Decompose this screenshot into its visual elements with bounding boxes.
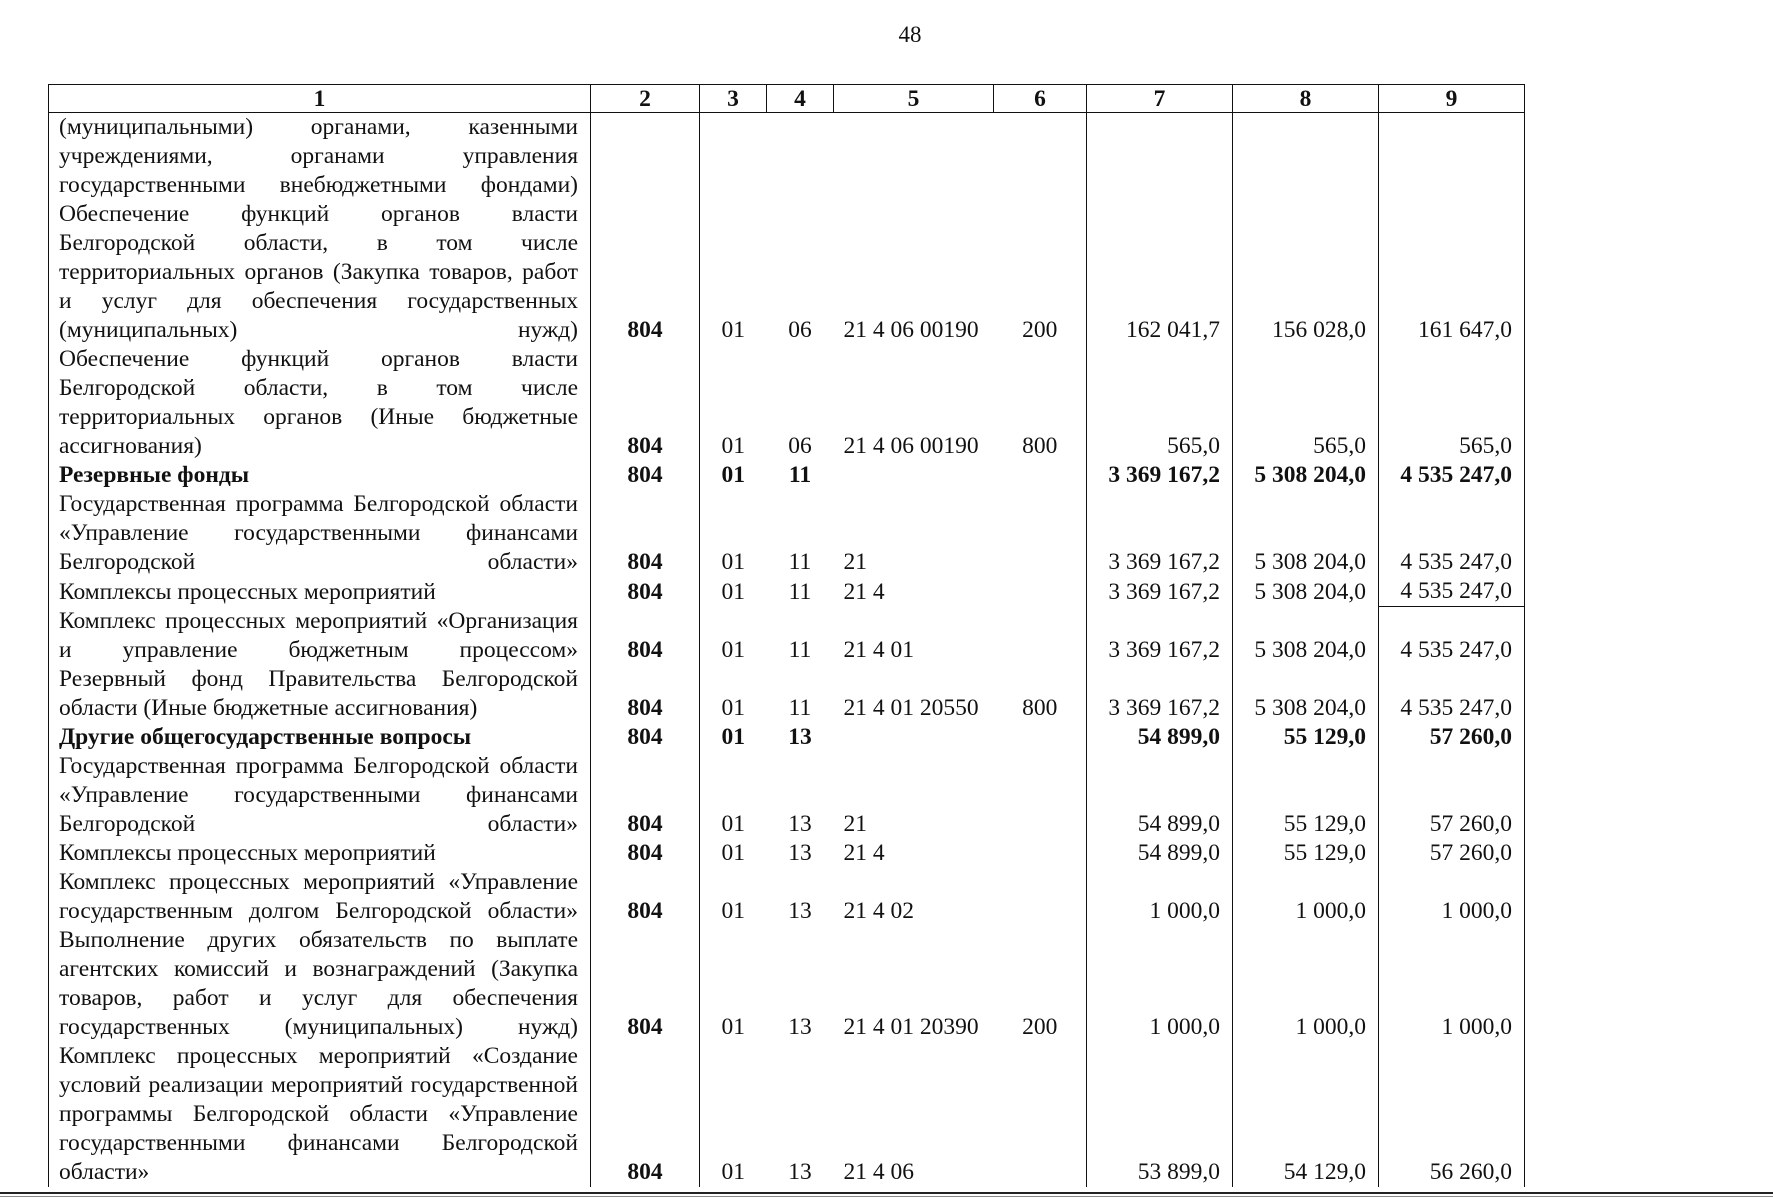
- row-col-6: 200: [1022, 1013, 1058, 1040]
- row-col-2: 804: [591, 461, 700, 490]
- row-col-7: 3 369 167,2: [1087, 607, 1233, 665]
- table-row: [49, 577, 1525, 607]
- row-description: Комплекс процессных мероприятий «Создание условий реализации мероприятий государственной программы Белгородской области «Управление государственными финансами Белгородской области»: [49, 1042, 591, 1187]
- row-description: Выполнение других обязательств по выплате агентских комиссий и вознаграждений (Закупка товаров, работ и услуг для обеспечения государственных (муниципальных) нужд): [49, 926, 591, 1042]
- row-col-8: 55 129,0: [1233, 839, 1379, 868]
- row-description: Комплексы процессных мероприятий: [49, 839, 591, 868]
- row-col-6: [994, 113, 1087, 201]
- table-row: [49, 490, 1525, 577]
- row-col-2: 804: [591, 926, 700, 1042]
- row-description: Обеспечение функций органов власти Белгородской области, в том числе территориальных органов (Иные бюджетные ассигнования): [49, 345, 591, 461]
- col-header-8: 8: [1233, 85, 1379, 113]
- table-row: [49, 345, 1525, 461]
- row-col-3: 01: [721, 549, 745, 575]
- row-col-4: 11: [788, 636, 812, 663]
- row-col-6: [994, 1042, 1087, 1187]
- row-col-7: 3 369 167,2: [1087, 665, 1233, 723]
- row-col-8: 1 000,0: [1233, 868, 1379, 926]
- table-body: [49, 113, 1525, 1187]
- row-col-5: 21 4 01 20390: [843, 1013, 979, 1040]
- row-description: (муниципальными) органами, казенными учреждениями, органами управления государственными внебюджетными фондами): [49, 113, 591, 201]
- row-col-4: 06: [788, 317, 812, 343]
- row-col-5: [834, 461, 994, 490]
- table-row: [49, 1042, 1525, 1187]
- table-header: [49, 85, 1525, 113]
- row-col-8: 55 129,0: [1233, 752, 1379, 839]
- row-col-5: [834, 113, 994, 201]
- row-col-9: 1 000,0: [1379, 868, 1525, 926]
- row-description: Обеспечение функций органов власти Белгородской области, в том числе территориальных органов (Закупка товаров, работ и услуг для обеспечения государственных (муниципальных) нужд): [49, 200, 591, 345]
- row-col-9: [1379, 113, 1525, 201]
- row-col-5: 21: [843, 810, 867, 837]
- row-col-8: 5 308 204,0: [1233, 577, 1379, 607]
- row-col-6: [994, 839, 1087, 868]
- row-col-7: 162 041,7: [1087, 200, 1233, 345]
- row-col-9: 57 260,0: [1379, 723, 1525, 752]
- table-row: [49, 607, 1525, 665]
- row-description: Другие общегосударственные вопросы: [49, 723, 591, 752]
- row-col-6: 200: [1022, 317, 1058, 343]
- row-col-5: 21 4 06 00190: [843, 433, 979, 459]
- bottom-border-line: [0, 1192, 1773, 1194]
- row-col-9: 4 535 247,0: [1379, 665, 1525, 723]
- row-col-6: [994, 490, 1087, 577]
- table-row: [49, 839, 1525, 868]
- row-col-8: 565,0: [1233, 345, 1379, 461]
- row-col-4: 13: [788, 723, 812, 750]
- row-col-4: 06: [788, 433, 812, 459]
- row-col-6: [994, 868, 1087, 926]
- row-col-3: 01: [721, 433, 745, 459]
- row-description: Государственная программа Белгородской области «Управление государственными финансами Белгородской области»: [49, 752, 591, 839]
- row-col-3: 01: [721, 810, 745, 837]
- row-col-4: 13: [788, 1158, 812, 1185]
- row-col-7: 565,0: [1087, 345, 1233, 461]
- row-col-2: 804: [591, 868, 700, 926]
- row-col-7: 53 899,0: [1087, 1042, 1233, 1187]
- row-col-7: 3 369 167,2: [1087, 461, 1233, 490]
- row-col-4: 11: [788, 694, 812, 721]
- table-row: [49, 113, 1525, 201]
- row-col-8: 54 129,0: [1233, 1042, 1379, 1187]
- row-col-4: 11: [788, 549, 812, 575]
- col-header-2: 2: [591, 85, 700, 113]
- row-description: Резервный фонд Правительства Белгородской области (Иные бюджетные ассигнования): [49, 665, 591, 723]
- col-header-3: 3: [700, 85, 767, 113]
- row-col-8: 5 308 204,0: [1233, 607, 1379, 665]
- row-col-8: [1233, 113, 1379, 201]
- row-col-3: [700, 113, 767, 201]
- row-col-3: 01: [721, 636, 745, 663]
- row-col-2: [591, 113, 700, 201]
- row-col-5: 21: [843, 549, 867, 575]
- row-col-4: 11: [788, 462, 812, 488]
- row-col-4: 11: [788, 578, 812, 605]
- col-header-9: 9: [1379, 85, 1525, 113]
- row-col-9: 4 535 247,0: [1379, 577, 1525, 607]
- col-header-6: 6: [994, 85, 1087, 113]
- budget-table: [48, 84, 1525, 1187]
- row-col-2: 804: [591, 839, 700, 868]
- row-col-4: [767, 113, 834, 201]
- row-col-2: 804: [591, 752, 700, 839]
- row-col-3: 01: [721, 1013, 745, 1040]
- row-col-3: 01: [721, 839, 745, 866]
- row-description: Комплексы процессных мероприятий: [49, 577, 591, 607]
- row-col-8: 5 308 204,0: [1233, 461, 1379, 490]
- row-col-6: [994, 577, 1087, 607]
- table-row: [49, 461, 1525, 490]
- row-col-7: 54 899,0: [1087, 752, 1233, 839]
- row-col-4: 13: [788, 839, 812, 866]
- row-col-2: 804: [591, 723, 700, 752]
- row-col-5: 21 4: [843, 578, 885, 605]
- row-col-3: 01: [721, 317, 745, 343]
- row-col-9: 565,0: [1379, 345, 1525, 461]
- row-col-7: 3 369 167,2: [1087, 490, 1233, 577]
- table-row: [49, 200, 1525, 345]
- row-col-5: 21 4 02: [843, 897, 914, 924]
- row-col-7: 1 000,0: [1087, 926, 1233, 1042]
- row-col-6: [994, 607, 1087, 665]
- row-col-6: [994, 752, 1087, 839]
- row-col-3: 01: [721, 578, 745, 605]
- table-row: [49, 752, 1525, 839]
- bottom-border-line-secondary: [0, 1196, 1773, 1197]
- row-col-5: 21 4 01: [843, 636, 914, 663]
- row-col-3: 01: [721, 694, 745, 721]
- row-col-3: 01: [721, 897, 745, 924]
- row-description: Комплекс процессных мероприятий «Организация и управление бюджетным процессом»: [49, 607, 591, 665]
- col-header-7: 7: [1087, 85, 1233, 113]
- row-col-3: 01: [721, 1158, 745, 1185]
- row-col-3: 01: [721, 723, 745, 750]
- row-col-9: 4 535 247,0: [1379, 461, 1525, 490]
- row-col-9: 56 260,0: [1379, 1042, 1525, 1187]
- row-col-6: 800: [1022, 433, 1058, 459]
- row-col-9: 57 260,0: [1379, 752, 1525, 839]
- row-col-8: 1 000,0: [1233, 926, 1379, 1042]
- row-col-7: 3 369 167,2: [1087, 577, 1233, 607]
- row-col-2: 804: [591, 577, 700, 607]
- row-description: Резервные фонды: [49, 461, 591, 490]
- row-col-9: 161 647,0: [1379, 200, 1525, 345]
- row-col-2: 804: [591, 200, 700, 345]
- row-col-3: 01: [721, 462, 745, 488]
- col-header-4: 4: [767, 85, 834, 113]
- page-number: 48: [898, 22, 922, 47]
- row-col-7: 1 000,0: [1087, 868, 1233, 926]
- row-col-8: 156 028,0: [1233, 200, 1379, 345]
- row-description: Комплекс процессных мероприятий «Управление государственным долгом Белгородской области»: [49, 868, 591, 926]
- row-col-9: 4 535 247,0: [1379, 607, 1525, 665]
- row-col-7: 54 899,0: [1087, 723, 1233, 752]
- row-col-4: 13: [788, 1013, 812, 1040]
- row-col-9: 57 260,0: [1379, 839, 1525, 868]
- row-col-7: 54 899,0: [1087, 839, 1233, 868]
- row-col-5: 21 4 06 00190: [843, 317, 979, 343]
- row-col-2: 804: [591, 345, 700, 461]
- row-col-2: 804: [591, 490, 700, 577]
- row-col-8: 5 308 204,0: [1233, 490, 1379, 577]
- row-col-6: [994, 461, 1087, 490]
- row-col-4: 13: [788, 897, 812, 924]
- table-row: [49, 926, 1525, 1042]
- row-col-5: 21 4 01 20550: [843, 694, 979, 721]
- row-col-8: 55 129,0: [1233, 723, 1379, 752]
- row-col-2: 804: [591, 607, 700, 665]
- row-col-9: 1 000,0: [1379, 926, 1525, 1042]
- row-col-7: [1087, 113, 1233, 201]
- row-col-2: 804: [591, 1042, 700, 1187]
- row-col-5: 21 4 06: [843, 1158, 914, 1185]
- row-col-8: 5 308 204,0: [1233, 665, 1379, 723]
- row-col-9: 4 535 247,0: [1379, 490, 1525, 577]
- table-row: [49, 665, 1525, 723]
- col-header-1: 1: [49, 85, 591, 113]
- row-description: Государственная программа Белгородской области «Управление государственными финансами Белгородской области»: [49, 490, 591, 577]
- row-col-5: 21 4: [843, 839, 885, 866]
- row-col-4: 13: [788, 810, 812, 837]
- row-col-5: [834, 723, 994, 752]
- col-header-5: 5: [834, 85, 994, 113]
- row-col-6: 800: [1022, 694, 1058, 721]
- row-col-6: [994, 723, 1087, 752]
- row-col-2: 804: [591, 665, 700, 723]
- table-row: [49, 723, 1525, 752]
- table-row: [49, 868, 1525, 926]
